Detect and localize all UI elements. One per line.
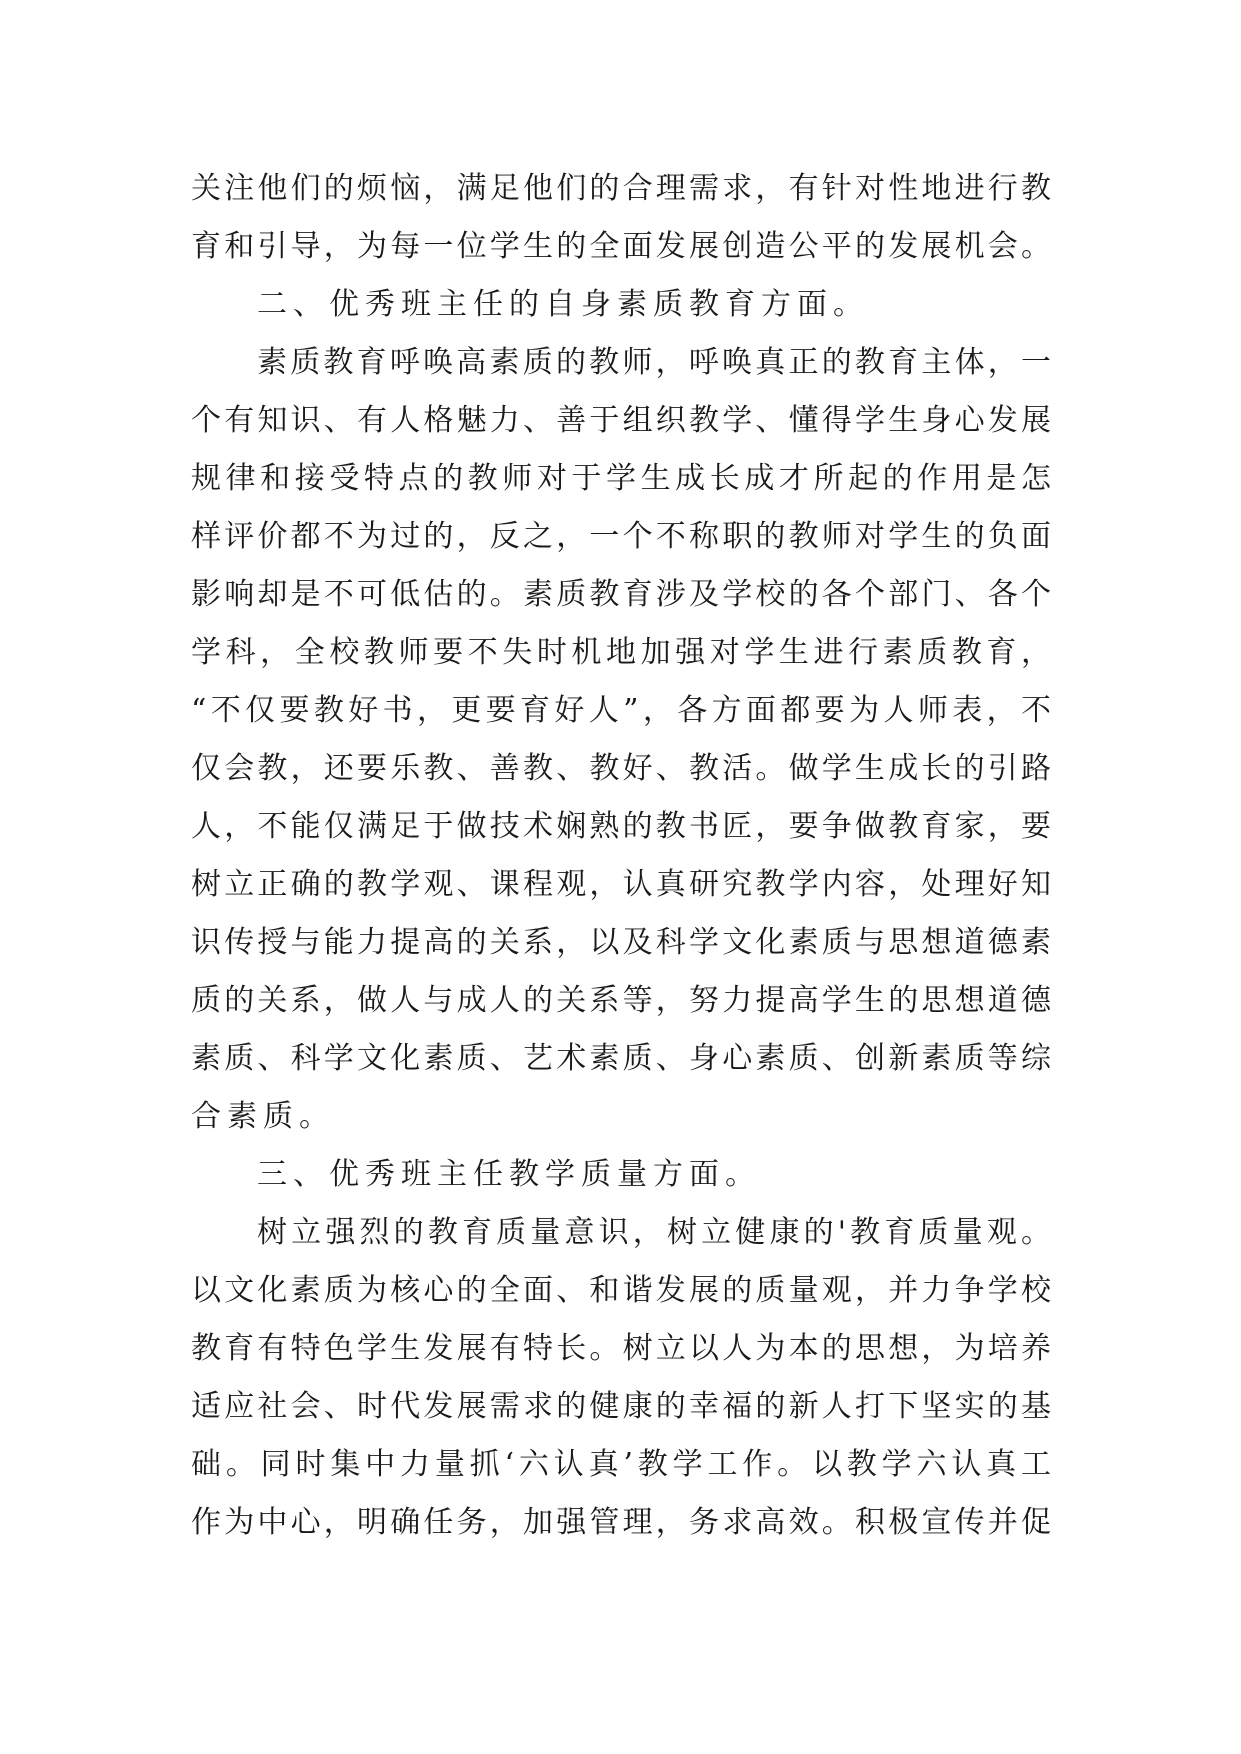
text-line: 规律和接受特点的教师对于学生成长成才所起的作用是怎	[191, 461, 1051, 496]
text-line: 个有知识、有人格魅力、善于组织教学、懂得学生身心发展	[191, 403, 1051, 438]
text-line: 树立强烈的教育质量意识，树立健康的'教育质量观。	[257, 1215, 1051, 1250]
section-heading: 二、优秀班主任的自身素质教育方面。	[257, 287, 869, 322]
text-line: 素质教育呼唤高素质的教师，呼唤真正的教育主体，一	[257, 345, 1051, 380]
text-line: 育和引导，为每一位学生的全面发展创造公平的发展机会。	[191, 229, 1051, 264]
document-page	[191, 160, 1051, 1552]
text-line: 识传授与能力提高的关系，以及科学文化素质与思想道德素	[191, 925, 1051, 960]
text-line: 关注他们的烦恼，满足他们的合理需求，有针对性地进行教	[191, 171, 1051, 206]
section-heading: 三、优秀班主任教学质量方面。	[257, 1157, 761, 1192]
text-line: 树立正确的教学观、课程观，认真研究教学内容，处理好知	[191, 867, 1051, 902]
text-line: 样评价都不为过的，反之，一个不称职的教师对学生的负面	[191, 519, 1051, 554]
text-line: 合素质。	[191, 1099, 335, 1134]
text-line: 仅会教，还要乐教、善教、教好、教活。做学生成长的引路	[191, 751, 1051, 786]
text-line: 教育有特色学生发展有特长。树立以人为本的思想，为培养	[191, 1331, 1051, 1366]
text-line: 适应社会、时代发展需求的健康的幸福的新人打下坚实的基	[191, 1389, 1051, 1424]
text-line: 影响却是不可低估的。素质教育涉及学校的各个部门、各个	[191, 577, 1051, 612]
text-line: 础。同时集中力量抓‘六认真’教学工作。以教学六认真工	[191, 1447, 1051, 1482]
text-line: 以文化素质为核心的全面、和谐发展的质量观，并力争学校	[191, 1273, 1051, 1308]
text-line: 人，不能仅满足于做技术娴熟的教书匠，要争做教育家，要	[191, 809, 1051, 844]
text-line: “不仅要教好书，更要育好人”，各方面都要为人师表，不	[191, 693, 1051, 728]
text-line: 作为中心，明确任务，加强管理，务求高效。积极宣传并促	[191, 1505, 1051, 1540]
text-line: 素质、科学文化素质、艺术素质、身心素质、创新素质等综	[191, 1041, 1051, 1076]
text-line: 质的关系，做人与成人的关系等，努力提高学生的思想道德	[191, 983, 1051, 1018]
text-line: 学科，全校教师要不失时机地加强对学生进行素质教育，	[191, 635, 1051, 670]
